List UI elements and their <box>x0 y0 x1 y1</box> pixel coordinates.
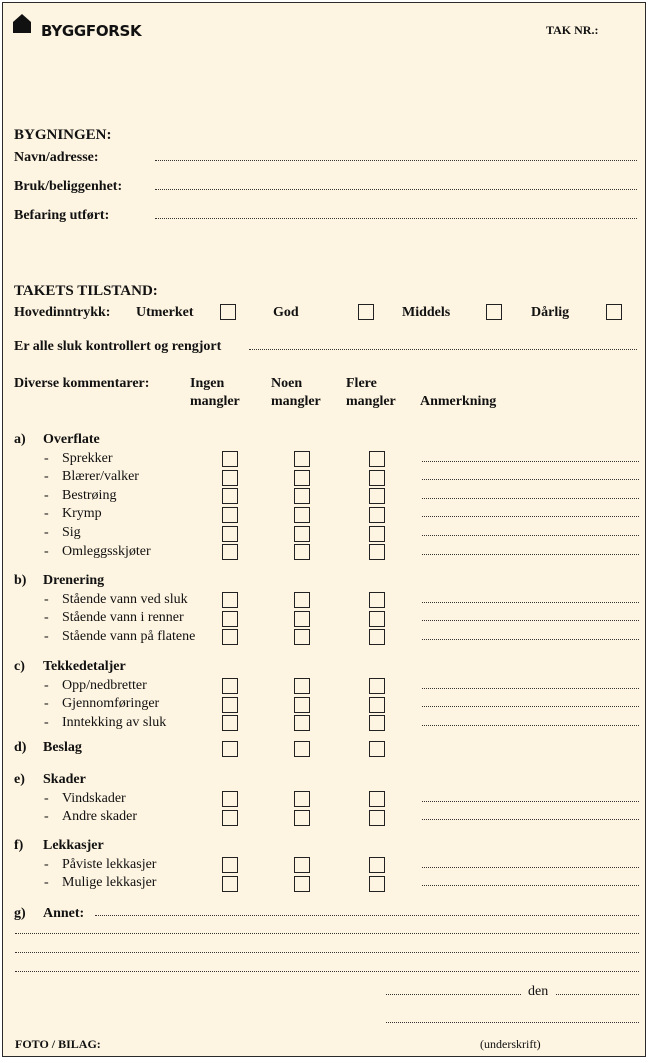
item-dash: - <box>44 525 49 540</box>
checkbox-noen[interactable] <box>294 544 310 560</box>
col-noen-line1: Noen <box>271 376 303 391</box>
signature-label: (underskrift) <box>480 1037 541 1051</box>
remark-line[interactable] <box>422 818 639 820</box>
item-label: Sig <box>62 525 81 540</box>
item-dash: - <box>44 628 49 644</box>
checkbox-flere[interactable] <box>369 629 385 645</box>
rating-good-label: God <box>273 305 299 320</box>
item-dash: - <box>44 809 49 825</box>
rating-medium-label: Middels <box>402 305 451 320</box>
col-remark: Anmerkning <box>420 394 497 409</box>
col-ingen-line1: Ingen <box>190 376 225 391</box>
checkbox-noen[interactable] <box>294 697 310 713</box>
tak-nr-label: TAK NR.: <box>546 23 599 37</box>
inspection-form <box>2 2 646 1057</box>
remark-line[interactable] <box>422 601 639 603</box>
item-label: Påviste lekkasjer <box>62 856 157 872</box>
item-dash: - <box>44 677 49 693</box>
checkbox-noen[interactable] <box>294 507 310 523</box>
item-dash: - <box>44 591 49 607</box>
checkbox-ingen[interactable] <box>222 451 238 467</box>
checkbox-ingen[interactable] <box>222 715 238 731</box>
checkbox-noen[interactable] <box>294 470 310 486</box>
checkbox-flere[interactable] <box>369 507 385 523</box>
checkbox-flere[interactable] <box>369 741 385 757</box>
byggforsk-logo <box>13 13 142 40</box>
rating-excellent-checkbox[interactable] <box>220 304 236 320</box>
item-dash: - <box>44 469 49 485</box>
item-dash: - <box>44 506 49 522</box>
checkbox-noen[interactable] <box>294 678 310 694</box>
item-label: Mulige lekkasjer <box>62 875 157 891</box>
checkbox-flere[interactable] <box>369 678 385 694</box>
checkbox-ingen[interactable] <box>222 592 238 608</box>
col-ingen-line2: mangler <box>190 394 240 409</box>
item-dash: - <box>44 790 49 806</box>
checkbox-noen[interactable] <box>294 611 310 627</box>
checkbox-ingen[interactable] <box>222 526 238 542</box>
brand-name: BYGGFORSK <box>41 22 142 40</box>
checkbox-noen[interactable] <box>294 810 310 826</box>
remark-line[interactable] <box>422 724 639 726</box>
checkbox-noen[interactable] <box>294 488 310 504</box>
checkbox-flere[interactable] <box>369 451 385 467</box>
signature-line[interactable] <box>386 1021 639 1023</box>
checkbox-flere[interactable] <box>369 611 385 627</box>
checkbox-ingen[interactable] <box>222 470 238 486</box>
item-label: Stående vann på flatene <box>62 628 196 644</box>
section-skader-title: Skader <box>43 772 86 787</box>
remark-line[interactable] <box>422 866 639 868</box>
checkbox-ingen[interactable] <box>222 678 238 694</box>
checkbox-flere[interactable] <box>369 488 385 504</box>
checkbox-noen[interactable] <box>294 451 310 467</box>
section-overflate-letter: a) <box>14 432 26 447</box>
checkbox-noen[interactable] <box>294 876 310 892</box>
remark-line[interactable] <box>422 638 639 640</box>
checkbox-flere[interactable] <box>369 810 385 826</box>
item-label: Krymp <box>62 506 102 522</box>
section-overflate-title: Overflate <box>43 432 100 447</box>
item-label: Sprekker <box>62 450 113 466</box>
item-label: Omleggsskjøter <box>62 543 151 559</box>
checkbox-noen[interactable] <box>294 741 310 757</box>
item-label: Stående vann i renner <box>62 610 184 626</box>
section-tekkedetaljer-letter: c) <box>14 659 25 674</box>
section-lekkasjer-title: Lekkasjer <box>43 838 104 853</box>
rating-poor-label: Dårlig <box>531 305 570 320</box>
rating-medium-checkbox[interactable] <box>486 304 502 320</box>
section-tekkedetaljer-title: Tekkedetaljer <box>43 659 126 674</box>
field-use-location-line[interactable] <box>155 188 637 190</box>
item-label: Andre skader <box>62 809 138 825</box>
remark-line[interactable] <box>422 619 639 621</box>
remark-line[interactable] <box>422 884 639 886</box>
checkbox-noen[interactable] <box>294 857 310 873</box>
checkbox-noen[interactable] <box>294 526 310 542</box>
photo-attachment-label: FOTO / BILAG: <box>15 1037 101 1051</box>
item-label: Gjennomføringer <box>62 696 160 712</box>
house-logo-icon <box>13 13 33 33</box>
checkbox-noen[interactable] <box>294 592 310 608</box>
item-label: Opp/nedbretter <box>62 677 147 693</box>
field-name-address-label: Navn/adresse: <box>14 150 99 165</box>
date-line[interactable] <box>556 993 639 995</box>
date-word: den <box>528 984 549 999</box>
checkbox-ingen[interactable] <box>222 611 238 627</box>
section-lekkasjer-letter: f) <box>14 838 24 853</box>
remark-line[interactable] <box>422 800 639 802</box>
remark-line[interactable] <box>422 534 639 536</box>
condition-section-title: TAKETS TILSTAND: <box>14 283 158 299</box>
checkbox-flere[interactable] <box>369 526 385 542</box>
building-section-title: BYGNINGEN: <box>14 127 112 143</box>
item-label: Inntekking av sluk <box>62 714 167 730</box>
drains-answer-line[interactable] <box>249 348 637 350</box>
section-beslag-title: Beslag <box>43 740 82 755</box>
item-label: Blærer/valker <box>62 469 139 485</box>
item-label: Stående vann ved sluk <box>62 591 188 607</box>
section-other-title: Annet: <box>43 906 85 921</box>
checkbox-flere[interactable] <box>369 592 385 608</box>
checkbox-flere[interactable] <box>369 791 385 807</box>
checkbox-flere[interactable] <box>369 470 385 486</box>
place-line[interactable] <box>386 993 521 995</box>
col-flere-line1: Flere <box>346 376 377 391</box>
item-dash: - <box>44 696 49 712</box>
other-line-3[interactable] <box>15 951 639 953</box>
item-dash: - <box>44 450 49 466</box>
checkbox-ingen[interactable] <box>222 741 238 757</box>
checkbox-ingen[interactable] <box>222 697 238 713</box>
checkbox-ingen[interactable] <box>222 488 238 504</box>
item-dash: - <box>44 543 49 559</box>
section-skader-letter: e) <box>14 772 25 787</box>
item-dash: - <box>44 856 49 872</box>
item-dash: - <box>44 610 49 626</box>
remark-line[interactable] <box>422 705 639 707</box>
section-drenering-title: Drenering <box>43 573 105 588</box>
remark-line[interactable] <box>422 553 639 555</box>
checkbox-ingen[interactable] <box>222 791 238 807</box>
rating-excellent-label: Utmerket <box>136 305 194 320</box>
other-line-2[interactable] <box>15 932 639 934</box>
overall-impression-label: Hovedinntrykk: <box>14 305 111 320</box>
remark-line[interactable] <box>422 478 639 480</box>
checkbox-noen[interactable] <box>294 629 310 645</box>
item-dash: - <box>44 714 49 730</box>
drains-question: Er alle sluk kontrollert og rengjort <box>14 339 222 354</box>
field-inspection-label: Befaring utført: <box>14 208 110 223</box>
rating-good-checkbox[interactable] <box>358 304 374 320</box>
other-line-1[interactable] <box>95 914 639 916</box>
checkbox-ingen[interactable] <box>222 629 238 645</box>
checkbox-flere[interactable] <box>369 544 385 560</box>
section-other-letter: g) <box>14 906 26 921</box>
col-noen-line2: mangler <box>271 394 321 409</box>
item-label: Bestrøing <box>62 487 117 503</box>
section-drenering-letter: b) <box>14 573 27 588</box>
checkbox-ingen[interactable] <box>222 544 238 560</box>
remark-line[interactable] <box>422 515 639 517</box>
checkbox-ingen[interactable] <box>222 507 238 523</box>
remark-line[interactable] <box>422 460 639 462</box>
checkbox-noen[interactable] <box>294 715 310 731</box>
comments-label: Diverse kommentarer: <box>14 376 150 391</box>
checkbox-ingen[interactable] <box>222 876 238 892</box>
field-use-location-label: Bruk/beliggenhet: <box>14 179 123 194</box>
col-flere-line2: mangler <box>346 394 396 409</box>
checkbox-flere[interactable] <box>369 876 385 892</box>
remark-line[interactable] <box>422 687 639 689</box>
checkbox-ingen[interactable] <box>222 810 238 826</box>
field-name-address-line[interactable] <box>155 159 637 161</box>
checkbox-flere[interactable] <box>369 715 385 731</box>
checkbox-ingen[interactable] <box>222 857 238 873</box>
checkbox-flere[interactable] <box>369 857 385 873</box>
field-inspection-line[interactable] <box>155 217 637 219</box>
item-dash: - <box>44 875 49 891</box>
rating-poor-checkbox[interactable] <box>606 304 622 320</box>
section-beslag-letter: d) <box>14 740 27 755</box>
item-label: Vindskader <box>62 790 126 806</box>
item-dash: - <box>44 487 49 503</box>
checkbox-noen[interactable] <box>294 791 310 807</box>
checkbox-flere[interactable] <box>369 697 385 713</box>
remark-line[interactable] <box>422 497 639 499</box>
other-line-4[interactable] <box>15 970 639 972</box>
